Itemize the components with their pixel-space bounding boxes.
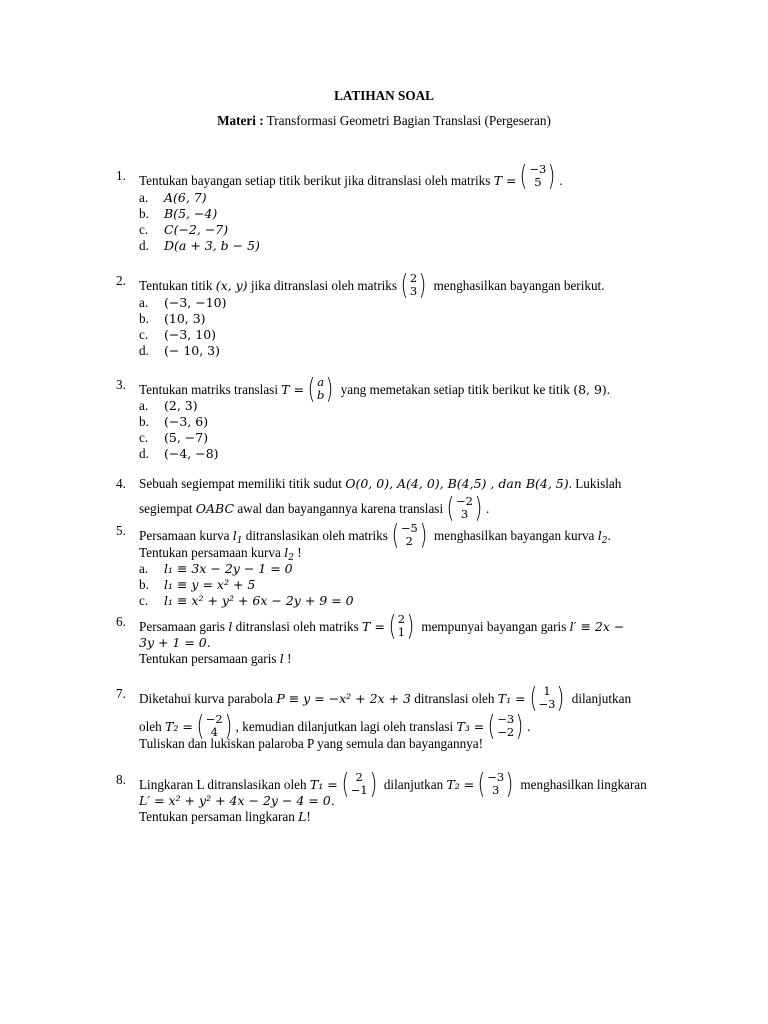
- option-a: a. A(6, 7): [139, 190, 207, 205]
- option-a: a. (2, 3): [139, 398, 198, 413]
- question-text-line-2: oleh T₂ = ( −2 4 ) , kemudian dilanjutkan lagi oleh translasi T₃ = ( −3 −2 ) .: [139, 709, 531, 742]
- translation-matrix-t1: ( 2 −1 ): [341, 767, 377, 800]
- option-c: c. l₁ ≡ x² + y² + 6x − 2y + 9 = 0: [139, 593, 354, 608]
- question-number: 1.: [116, 168, 126, 183]
- question-number: 4.: [116, 476, 126, 491]
- translation-matrix: ( −5 2 ): [391, 518, 428, 551]
- option-b: b. B(5, −4): [139, 206, 218, 221]
- option-c: c. (−3, 10): [139, 327, 217, 342]
- question-text-line-2: Tentukan persamaan kurva $l_2$ !: [139, 545, 302, 563]
- option-b: b. l₁ ≡ y = x² + 5: [139, 577, 256, 592]
- question-number: 8.: [116, 772, 126, 787]
- subject-label: Materi :: [217, 113, 264, 128]
- question-text-line-1: Persamaan kurva $l_1$ ditranslasikan oleh matriks ( −5 2 ) menghasilkan bayangan kurva $l_2$.: [139, 518, 611, 551]
- option-c: c. C(−2, −7): [139, 222, 229, 237]
- translation-matrix-t1: ( 1 −3 ): [529, 681, 565, 714]
- option-d: d. (−4, −8): [139, 446, 219, 461]
- question-text-line-1: Diketahui kurva parabola P ≡ y = −x² + 2x + 3 ditranslasi oleh T₁ = ( 1 −3 ) dilanjutkan: [139, 681, 632, 714]
- option-d: d. (− 10, 3): [139, 343, 221, 358]
- translation-matrix-t2: ( −2 4 ): [196, 709, 232, 742]
- option-b: b. (−3, 6): [139, 414, 209, 429]
- translation-matrix: ( a b ): [307, 372, 334, 405]
- question-text-line-1: Sebuah segiempat memiliki titik sudut O(0, 0), A(4, 0), B(4,5) , dan B(4, 5). Lukislah: [139, 476, 622, 491]
- option-a: a. l₁ ≡ 3x − 2y − 1 = 0: [139, 561, 293, 576]
- question-text: Tentukan bayangan setiap titik berikut jika ditranslasi oleh matriks T = ( −3 5 ) .: [139, 159, 563, 192]
- translation-matrix: ( −3 5 ): [520, 159, 556, 192]
- translation-matrix-t2: ( −3 3 ): [477, 767, 514, 800]
- translation-matrix-t3: ( −3 −2 ): [487, 709, 524, 742]
- question-number: 6.: [116, 614, 126, 629]
- question-text-line-3: Tentukan persaman lingkaran L!: [139, 809, 311, 824]
- option-d: d. D(a + 3, b − 5): [139, 238, 260, 253]
- question-number: 7.: [116, 686, 126, 701]
- translation-matrix: ( 2 3 ): [400, 268, 427, 301]
- question-text-line-2: 3y + 1 = 0.: [139, 635, 211, 650]
- question-text-line-1: Lingkaran L ditranslasikan oleh T₁ = ( 2 −1 ) dilanjutkan T₂ = ( −3 3 ) menghasilkan lingkaran: [139, 767, 647, 800]
- question-text-line-2: segiempat OABC awal dan bayangannya karena translasi ( −2 3 ) .: [139, 491, 490, 524]
- question-text-line-3: Tuliskan dan lukiskan palaroba P yang semula dan bayangannya!: [139, 736, 484, 751]
- translation-matrix: ( −2 3 ): [446, 491, 483, 524]
- subject-text: Transformasi Geometri Bagian Translasi (Pergeseran): [266, 113, 551, 128]
- question-text-line-1: Persamaan garis l ditranslasi oleh matriks T = ( 2 1 ) mempunyai bayangan garis l′ ≡ 2x −: [139, 609, 625, 642]
- page-subtitle: [0, 113, 768, 129]
- question-text: Tentukan matriks translasi T = ( a b ) yang memetakan setiap titik berikut ke titik (8, 9).: [139, 372, 611, 405]
- question-text-line-2: L′ = x² + y² + 4x − 2y − 4 = 0.: [139, 793, 335, 808]
- question-number: 3.: [116, 377, 126, 392]
- question-number: 2.: [116, 273, 126, 288]
- page-title: LATIHAN SOAL: [334, 88, 434, 103]
- question-number: 5.: [116, 523, 126, 538]
- option-c: c. (5, −7): [139, 430, 209, 445]
- option-a: a. (−3, −10): [139, 295, 227, 310]
- question-text: Tentukan titik (x, y) jika ditranslasi oleh matriks ( 2 3 ) menghasilkan bayangan berikut.: [139, 268, 605, 301]
- question-text-line-3: Tentukan persamaan garis l !: [139, 651, 292, 666]
- option-b: b. (10, 3): [139, 311, 206, 326]
- translation-matrix: ( 2 1 ): [388, 609, 415, 642]
